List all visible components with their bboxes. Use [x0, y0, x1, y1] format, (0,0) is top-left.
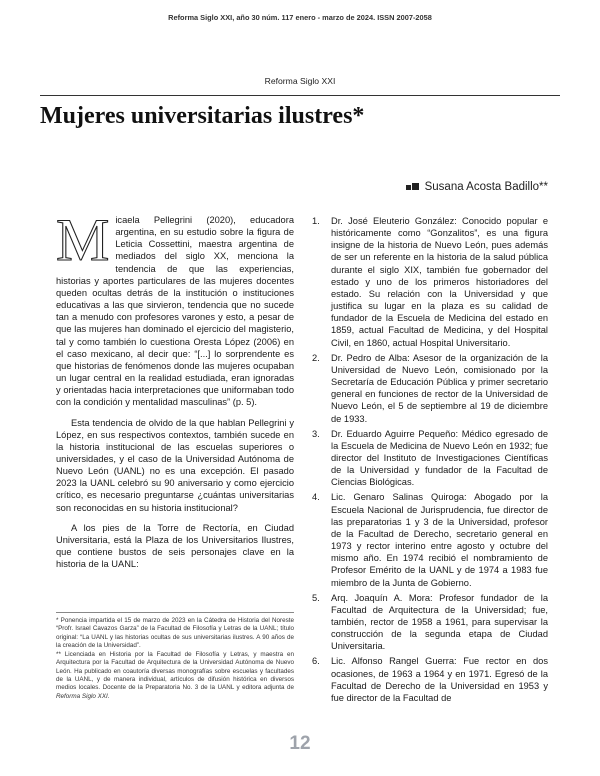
footnote: ** Licenciada en Historia por la Facultad de Filosofía y Letras, y maestra en Arquitectura por la Facultad de Arquitectura de la Universidad Autónoma de Nuevo León. Ha publicado en coautoría diversas monografías sobre escuelas y facultades de la UANL, y de manera individual, artículos de difusión histórica en diversos medios locales. Docente de la Preparatoria No. 3 de la UANL y editora adjunta de Reforma Siglo XXI.: [56, 651, 294, 700]
footnotes: [56, 617, 294, 702]
list-item: 3. Dr. Eduardo Aguirre Pequeño: Médico egresado de la Escuela de Medicina de Nuevo León en 1932; fue director del Instituto de Investigaciones Científicas de la Universidad y fundador de la Facultad de Ciencias Biológicas.: [312, 428, 548, 488]
author-name: Susana Acosta Badillo**: [424, 181, 548, 193]
list-item: 2. Dr. Pedro de Alba: Asesor de la organización de la Universidad de Nuevo León, comisionado por la Secretaría de Educación Pública y primer secretario general en funciones de rector de la Universidad de Nuevo León, el 5 de septiembre al 19 de diciembre de 1933.: [312, 352, 548, 424]
body-left-column: [56, 207, 294, 578]
footnote-rule: [56, 612, 294, 613]
paragraph-text: icaela Pellegrini (2020), educadora argentina, en su estudio sobre la figura de Leticia Cossettini, maestra argentina de mediados del siglo XX, menciona la tendencia de que las experiencias, historias y aportes particulares de las mujeres docentes queden ocultas detrás de la institución o instituciones educativas a las que sirvieron, tendencia que no sucede tan a menudo con profesores varones y esto, a pesar de que las mujeres han dominado el ejercicio del magisterio, tal y como también lo cuestiona Oresta López (2006) en el caso mexicano, al decir que: “[...] lo sorprendente es que historias de fenómenos donde las mujeres ocupaban un lugar central en la realidad estudiada, eran ignoradas y orientadas hacia interpretaciones que uniformaban todo con la condición y mentalidad masculinas” (p. 5).: [56, 215, 294, 408]
list-item: 5. Arq. Joaquín A. Mora: Profesor fundador de la Facultad de Arquitectura de la Universidad; fue, también, rector de 1958 a 1961, para supervisar la construcción de la segunda etapa de Ciudad Universitaria.: [312, 592, 548, 652]
page-number: 12: [289, 733, 311, 754]
drop-cap: M: [56, 207, 110, 273]
list-item: 6. Lic. Alfonso Rangel Guerra: Fue rector en dos ocasiones, de 1963 a 1964 y en 1971. Egresó de la Facultad de Derecho de la Universidad en 1953 y fue director de la Facultad de: [312, 656, 548, 703]
author-byline: [406, 181, 548, 193]
journal-name-italic: Reforma Siglo XXI: [56, 692, 108, 700]
body-paragraph: [56, 207, 294, 409]
journal-header: Reforma Siglo XXI, año 30 núm. 117 enero - marzo de 2024. ISSN 2007-2058: [168, 13, 432, 22]
square-bullet-icon: [412, 183, 419, 190]
section-label: Reforma Siglo XXI: [264, 76, 336, 86]
article-title: Mujeres universitarias ilustres*: [40, 103, 365, 129]
square-bullet-icon: [406, 185, 411, 190]
body-paragraph: Esta tendencia de olvido de la que hablan Pellegrini y López, en sus respectivos contextos, también sucede en la historia institucional de las escuelas superiores o universidades, y el caso de la Universidad Autónoma de Nuevo León (UANL) no es una excepción. El pasado 2023 la UANL celebró su 90 aniversario y como ejercicio crítico, es necesario preguntarse ¿cuántas universitarias son reconocidas en su historia institucional?: [56, 417, 294, 513]
footnote: * Ponencia impartida el 15 de marzo de 2023 en la Cátedra de Historia del Noreste “Profr. Israel Cavazos Garza” de la Facultad de Filosofía y Letras de la UANL; título original: “La UANL y las historias ocultas de sus universitarias ilustres. A 90 años de la creación de la Universidad”.: [56, 617, 294, 649]
header-rule: [40, 95, 560, 96]
body-right-column: [312, 215, 548, 707]
list-item: 1. Dr. José Eleuterio González: Conocido popular e históricamente como “Gonzalitos”, es una figura insigne de la historia de Nuevo León, pues además de ser un referente en la historia de la salud pública durante el siglo XIX, también fue gobernador del estado y uno de los primeros historiadores del estado. Su relación con la Universidad y que justifica su lugar en la plaza es su calidad de fundador de la Escuela de Medicina del estado en 1859, actual Facultad de Medicina, y del Hospital Civil, en 1860, actual Hospital Universitario.: [312, 216, 548, 348]
list-item: 4. Lic. Genaro Salinas Quiroga: Abogado por la Escuela Nacional de Jurisprudencia, fue director de las preparatorias 1 y 3 de la Universidad, profesor de la Facultad de Derecho, secretario general en 1973 y rector interino entre agosto y octubre del mismo año. En 1974 recibió el nombramiento de Profesor Emérito de la UANL y de 1974 a 1983 fue miembro de la Junta de Gobierno.: [312, 492, 548, 588]
illustrious-list: [312, 215, 548, 704]
body-paragraph: A los pies de la Torre de Rectoría, en Ciudad Universitaria, está la Plaza de los Universitarios Ilustres, que contiene bustos de seis personajes clave en la historia de la UANL:: [56, 522, 294, 570]
